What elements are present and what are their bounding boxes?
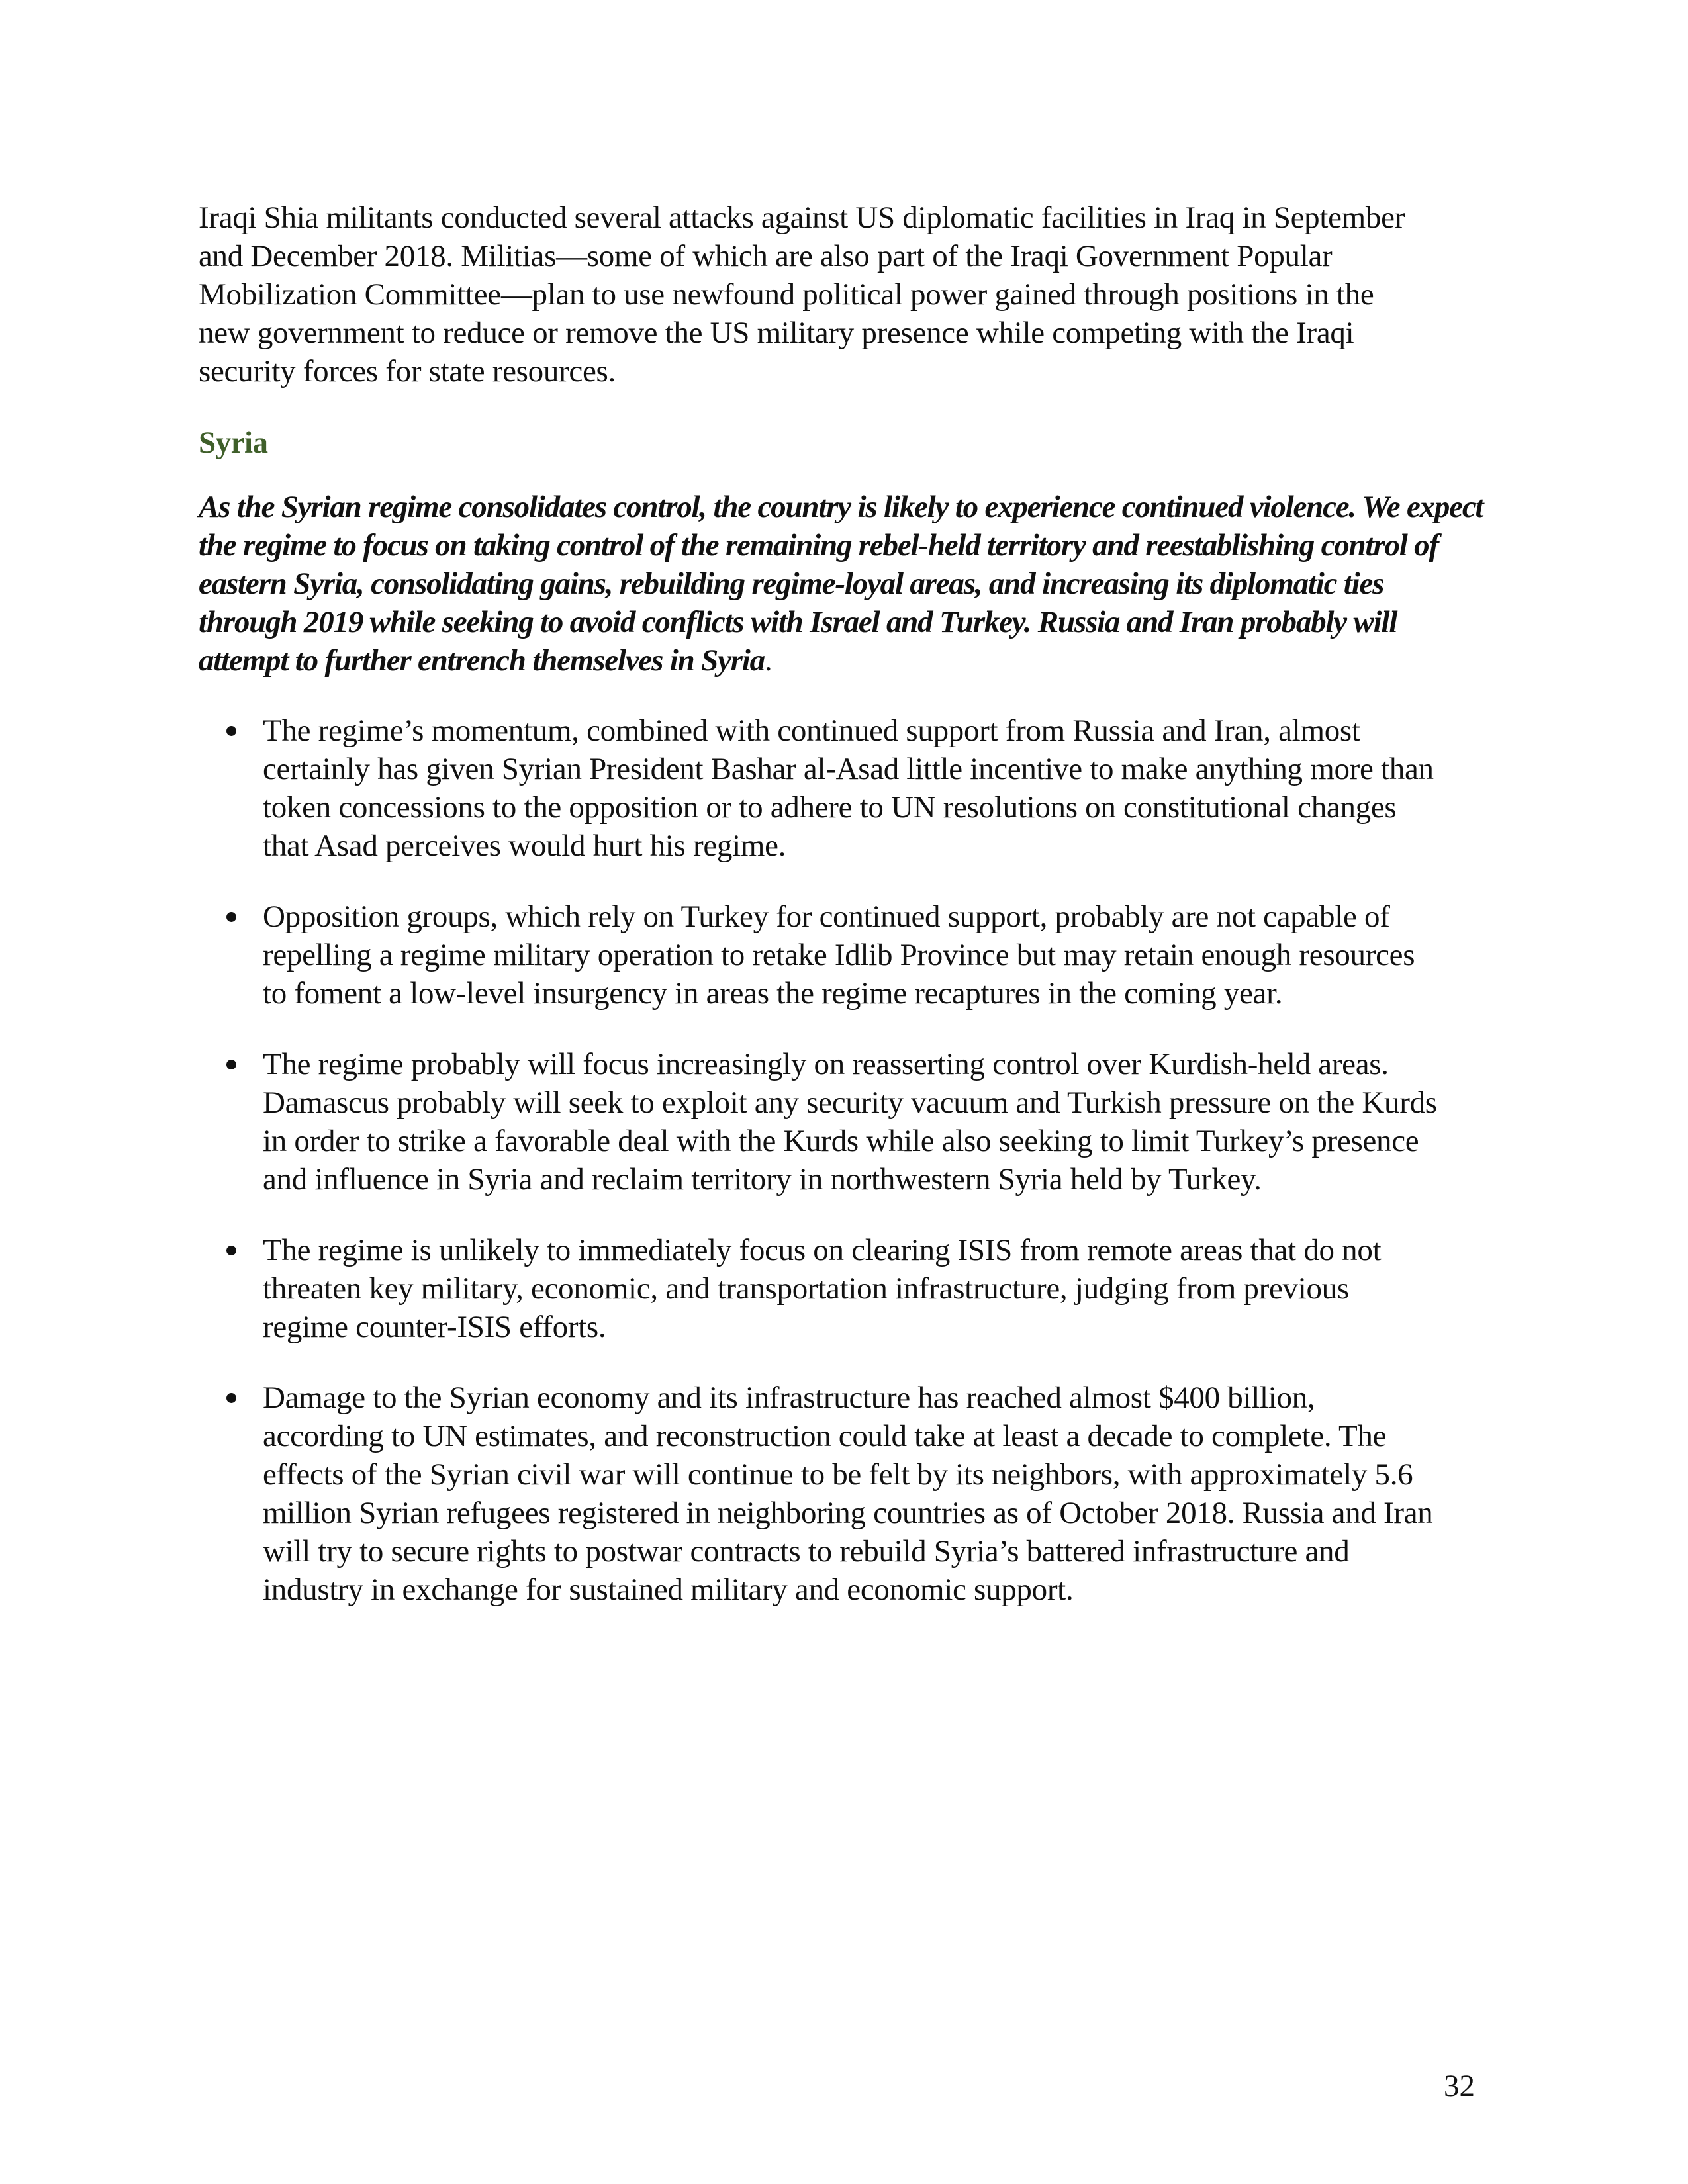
text-line: repelling a regime military operation to retake Idlib Province but may retain enough resources <box>263 938 1415 972</box>
lead-line: eastern Syria, consolidating gains, rebuilding regime-loyal areas, and increasing its diplomatic ties <box>199 567 1384 601</box>
bullet-dot-icon <box>226 1060 236 1069</box>
bullet-dot-icon <box>226 1393 236 1403</box>
page-content <box>199 199 1483 1641</box>
bullet-item <box>199 711 1476 865</box>
text-line: to foment a low-level insurgency in areas the regime recaptures in the coming year. <box>263 976 1283 1011</box>
lead-line: As the Syrian regime consolidates control, the country is likely to experience continued violence. We expect <box>199 490 1483 524</box>
bullet-item <box>199 897 1476 1013</box>
bullet-item <box>199 1379 1476 1609</box>
text-line: certainly has given Syrian President Bashar al-Asad little incentive to make anything more than <box>263 752 1434 786</box>
lead-line <box>199 641 1476 680</box>
text-line: threaten key military, economic, and transportation infrastructure, judging from previous <box>263 1271 1349 1306</box>
text-line: Mobilization Committee—plan to use newfound political power gained through positions in the <box>199 277 1374 312</box>
lead-line: through 2019 while seeking to avoid conflicts with Israel and Turkey. Russia and Iran probably will <box>199 605 1397 639</box>
text-line: million Syrian refugees registered in neighboring countries as of October 2018. Russia and Iran <box>263 1496 1433 1530</box>
text-line: The regime’s momentum, combined with continued support from Russia and Iran, almost <box>263 713 1360 748</box>
text-line: in order to strike a favorable deal with the Kurds while also seeking to limit Turkey’s presence <box>263 1124 1419 1158</box>
text-line: Opposition groups, which rely on Turkey for continued support, probably are not capable of <box>263 899 1390 934</box>
text-line: and influence in Syria and reclaim territory in northwestern Syria held by Turkey. <box>263 1162 1262 1197</box>
text-line: The regime probably will focus increasingly on reasserting control over Kurdish-held areas. <box>263 1047 1389 1081</box>
text-line: and December 2018. Militias—some of which are also part of the Iraqi Government Popular <box>199 239 1333 273</box>
text-line: security forces for state resources. <box>199 354 616 388</box>
intro-paragraph <box>199 199 1476 390</box>
bullet-item <box>199 1231 1476 1346</box>
text-line: The regime is unlikely to immediately focus on clearing ISIS from remote areas that do not <box>263 1233 1382 1267</box>
lead-line: the regime to focus on taking control of the remaining rebel-held territory and reestablishing control of <box>199 528 1438 563</box>
lead-paragraph <box>199 488 1483 680</box>
text-line: will try to secure rights to postwar contracts to rebuild Syria’s battered infrastructure and <box>263 1534 1350 1569</box>
text-line: Iraqi Shia militants conducted several attacks against US diplomatic facilities in Iraq in September <box>199 201 1405 235</box>
page-number: 32 <box>1444 2069 1475 2103</box>
lead-line-text: attempt to further entrench themselves in Syria <box>199 643 765 678</box>
bullet-dot-icon <box>226 1246 236 1255</box>
text-line: effects of the Syrian civil war will continue to be felt by its neighbors, with approximately 5.6 <box>263 1457 1413 1492</box>
section-heading: Syria <box>199 426 268 460</box>
text-line: new government to reduce or remove the US military presence while competing with the Iraqi <box>199 316 1354 350</box>
bullet-dot-icon <box>226 912 236 922</box>
bullet-item <box>199 1045 1476 1199</box>
bullet-dot-icon <box>226 726 236 736</box>
text-line: regime counter-ISIS efforts. <box>263 1310 606 1344</box>
text-line: Damascus probably will seek to exploit any security vacuum and Turkish pressure on the Kurds <box>263 1085 1437 1120</box>
text-line: according to UN estimates, and reconstruction could take at least a decade to complete. The <box>263 1419 1387 1453</box>
text-line: token concessions to the opposition or to adhere to UN resolutions on constitutional changes <box>263 790 1397 825</box>
bullet-list <box>199 711 1476 1609</box>
lead-end-punctuation: . <box>764 643 772 678</box>
text-line: that Asad perceives would hurt his regime. <box>263 829 786 863</box>
text-line: industry in exchange for sustained military and economic support. <box>263 1572 1074 1607</box>
text-line: Damage to the Syrian economy and its infrastructure has reached almost $400 billion, <box>263 1381 1315 1415</box>
